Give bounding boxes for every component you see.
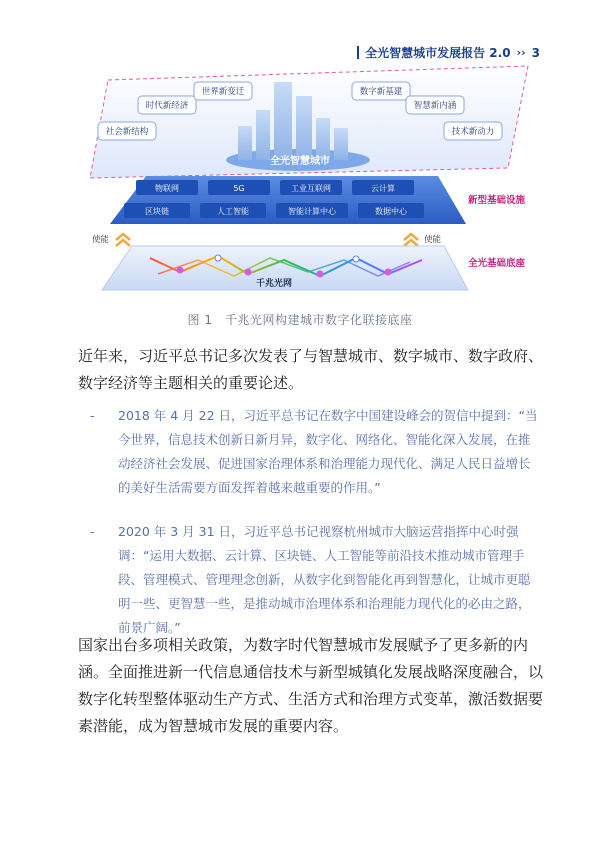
infra-chip: 智能计算中心	[288, 207, 336, 216]
label-optical-base: 全光基础底座	[468, 258, 526, 269]
label-new-infra: 新型基础设施	[468, 195, 526, 206]
figure-caption: 图 1 千兆光网构建城市数字化联接底座	[187, 313, 413, 327]
quote-1	[90, 404, 540, 500]
quote-text: 2020 年 3 月 31 日，习近平总书记视察杭州城市大脑运营指挥中心时强调：“运用大数据、云计算、区块链、人工智能等前沿技术推动城市管理手段、管理模式、管理理念创新，从数字化到智能化再到智慧化，让城市更聪明一些、更智慧一些，是推动城市治理体系和治理能力现代化的必由之路，前景广阔。”	[118, 524, 531, 635]
infra-chip: 数据中心	[375, 207, 407, 216]
enable-left-label: 使能	[92, 235, 110, 245]
quote-dash: -	[90, 524, 95, 539]
bubble-label: 世界新变迁	[201, 87, 245, 97]
infra-chip: 物联网	[155, 184, 179, 193]
enable-right-label: 使能	[424, 235, 442, 245]
bubble-label: 时代新经济	[145, 101, 189, 111]
enable-arrow-left-icon	[116, 234, 130, 246]
report-title: 全光智慧城市发展报告 2.0	[365, 46, 511, 60]
bubble-label: 技术新动力	[451, 127, 495, 137]
quote-text: 2018 年 4 月 22 日，习近平总书记在数字中国建设峰会的贺信中提到：“当今世界，信息技术创新日新月异，数字化、网络化、智能化深入发展，在推动经济社会发展、促进国家治理体系和治理能力现代化、满足人民日益增长的美好生活需要方面发挥着越来越重要的作用。”	[118, 408, 538, 495]
bubble-label: 智慧新内涵	[413, 101, 457, 111]
quote-dash: -	[90, 408, 95, 423]
infra-chip: 人工智能	[217, 207, 249, 216]
bubble-label: 社会新结构	[105, 127, 149, 137]
infra-chip: 5G	[233, 184, 245, 193]
figure-diagram	[88, 62, 538, 294]
infra-chip: 区块链	[145, 207, 169, 216]
figure-center-title: 全光智慧城市	[270, 156, 330, 167]
network-label: 千兆光网	[255, 279, 293, 289]
infra-chip: 工业互联网	[291, 184, 331, 193]
header-bar	[357, 46, 359, 59]
bubble-label: 数字新基建	[359, 87, 403, 97]
page-header	[357, 44, 540, 61]
paragraph-1: 近年来，习近平总书记多次发表了与智慧城市、数字城市、数字政府、数字经济等主题相关的重要论述。	[78, 347, 544, 392]
page-number: 3	[531, 45, 540, 60]
infra-chip: 云计算	[371, 184, 395, 193]
enable-arrow-right-icon	[404, 234, 418, 246]
quote-2	[90, 520, 540, 640]
chevron-icon: ››	[516, 46, 526, 59]
paragraph-2: 国家出台多项相关政策，为数字时代智慧城市发展赋予了更多新的内涵。全面推进新一代信息通信技术与新型城镇化发展战略深度融合，以数字化转型整体驱动生产方式、生活方式和治理方式变革，激活数据要素潜能，成为智慧城市发展的重要内容。	[78, 636, 544, 735]
